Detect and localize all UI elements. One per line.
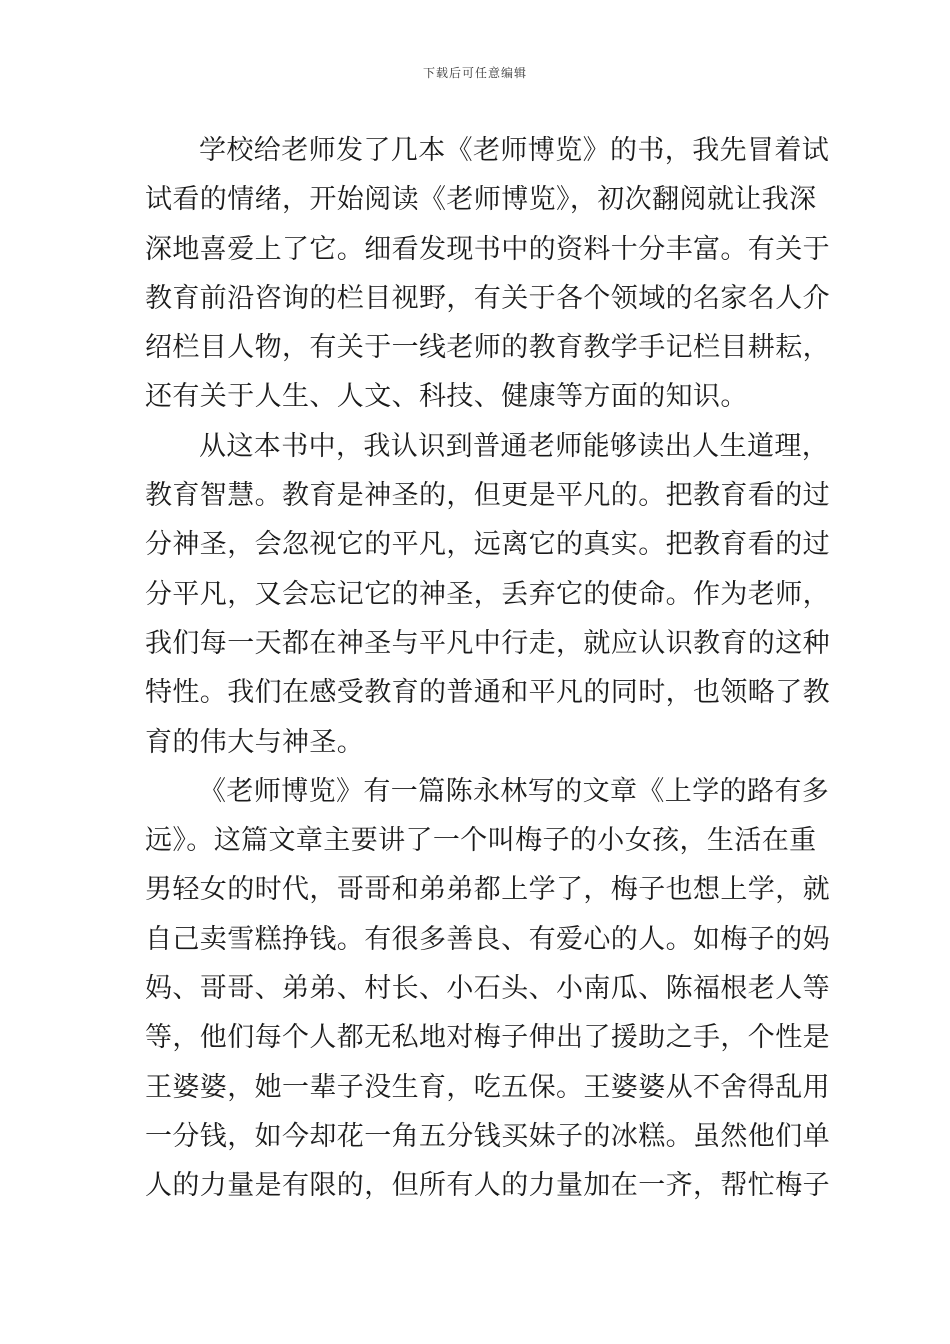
text-line: 分神圣，会忽视它的平凡，远离它的真实。把教育看的过 (145, 529, 830, 561)
paragraph-3 (145, 767, 830, 1211)
text-line: 从这本书中，我认识到普通老师能够读出人生道理， (199, 430, 830, 462)
text-line: 育的伟大与神圣。 (145, 726, 365, 758)
text-line: 王婆婆，她一辈子没生育，吃五保。王婆婆从不舍得乱用 (145, 1071, 830, 1103)
text-line: 远》。这篇文章主要讲了一个叫梅子的小女孩，生活在重 (145, 825, 817, 857)
text-line: 一分钱，如今却花一角五分钱买妹子的冰糕。虽然他们单 (145, 1120, 830, 1152)
text-line: 男轻女的时代，哥哥和弟弟都上学了，梅子也想上学，就 (145, 874, 830, 906)
text-line: 等，他们每个人都无私地对梅子伸出了援助之手，个性是 (145, 1022, 830, 1054)
text-line: 还有关于人生、人文、科技、健康等方面的知识。 (145, 381, 748, 413)
text-line: 教育智慧。教育是神圣的，但更是平凡的。把教育看的过 (145, 480, 830, 512)
text-line: 人的力量是有限的，但所有人的力量加在一齐，帮忙梅子 (145, 1170, 830, 1202)
text-line: 妈、哥哥、弟弟、村长、小石头、小南瓜、陈福根老人等 (145, 973, 830, 1005)
paragraph-2 (145, 422, 830, 767)
text-line: 分平凡，又会忘记它的神圣，丢弃它的使命。作为老师， (145, 578, 830, 610)
text-line: 深地喜爱上了它。细看发现书中的资料十分丰富。有关于 (145, 233, 830, 265)
text-line: 特性。我们在感受教育的普通和平凡的同时，也领略了教 (145, 677, 830, 709)
text-line: 《老师博览》有一篇陈永林写的文章《上学的路有多 (199, 775, 830, 807)
text-line: 我们每一天都在神圣与平凡中行走，就应认识教育的这种 (145, 627, 830, 659)
text-line: 学校给老师发了几本《老师博览》的书，我先冒着试 (199, 135, 830, 166)
text-line: 自己卖雪糕挣钱。有很多善良、有爱心的人。如梅子的妈 (145, 923, 830, 955)
text-line: 绍栏目人物，有关于一线老师的教育教学手记栏目耕耘， (145, 332, 830, 364)
document-body (145, 126, 830, 1211)
page-header: 下载后可任意编辑 (422, 66, 527, 80)
text-line: 试看的情绪，开始阅读《老师博览》，初次翻阅就让我深 (145, 184, 817, 216)
text-line: 教育前沿咨询的栏目视野，有关于各个领域的名家名人介 (145, 282, 830, 314)
paragraph-1 (145, 126, 830, 422)
